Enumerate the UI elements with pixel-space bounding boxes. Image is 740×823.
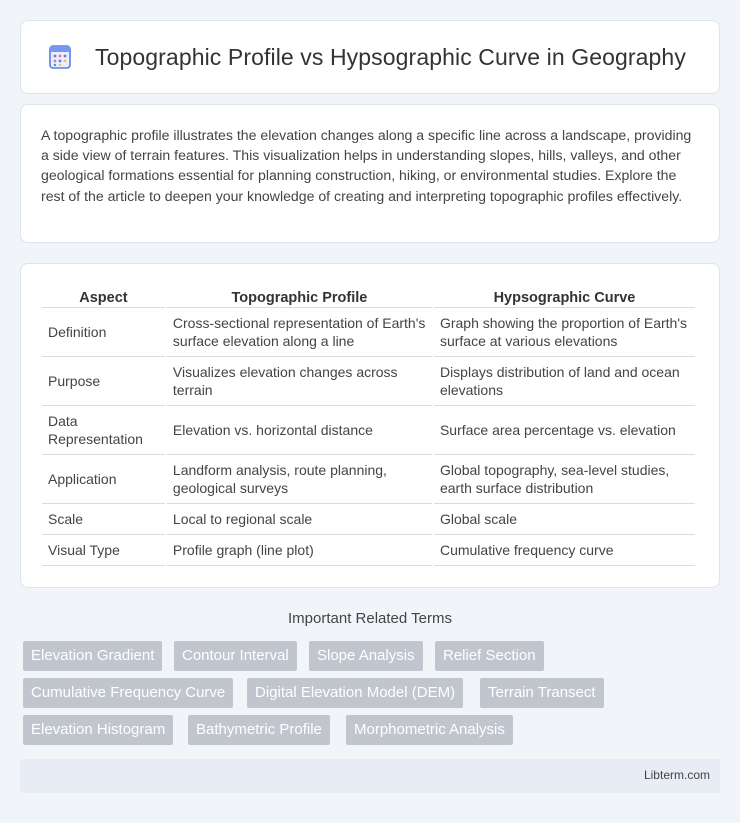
header-hypsographic-curve: Hypsographic Curve <box>434 284 695 308</box>
related-term-tag[interactable]: Relief Section <box>435 641 544 671</box>
row-hypsographic: Graph showing the proportion of Earth's surface at various elevations <box>434 308 695 357</box>
table-row <box>42 308 695 357</box>
related-term-tag[interactable]: Contour Interval <box>174 641 297 671</box>
row-hypsographic: Displays distribution of land and ocean elevations <box>434 357 695 406</box>
table-row <box>42 535 695 566</box>
intro-card <box>20 104 720 243</box>
row-aspect: Scale <box>42 504 165 535</box>
table-row <box>42 406 695 455</box>
related-term-tag[interactable]: Terrain Transect <box>480 678 604 708</box>
row-hypsographic: Cumulative frequency curve <box>434 535 695 566</box>
comparison-table-card <box>20 263 720 588</box>
intro-paragraph: A topographic profile illustrates the elevation changes along a specific line across a landscape, providing a side view of terrain features. This visualization helps in understanding slopes, hills, valleys, and other geological formations essential for planning construction, hiking, or environmental studies. Explore the rest of the article to deepen your knowledge of creating and interpreting topographic profiles effectively. <box>41 127 692 204</box>
related-term-tag[interactable]: Elevation Histogram <box>23 715 173 745</box>
related-term-tag[interactable]: Morphometric Analysis <box>346 715 513 745</box>
related-terms-title: Important Related Terms <box>288 610 452 627</box>
row-aspect: Visual Type <box>42 535 165 566</box>
footer <box>20 759 720 793</box>
related-term-tag[interactable]: Digital Elevation Model (DEM) <box>247 678 463 708</box>
table-row <box>42 504 695 535</box>
header-topographic-profile: Topographic Profile <box>167 284 432 308</box>
table-row <box>42 357 695 406</box>
table-header-row <box>42 284 695 308</box>
table-row <box>42 455 695 504</box>
related-term-tag[interactable]: Cumulative Frequency Curve <box>23 678 233 708</box>
page-title: Topographic Profile vs Hypsographic Curve in Geography <box>95 43 686 70</box>
row-aspect: Definition <box>42 308 165 357</box>
row-aspect: Purpose <box>42 357 165 406</box>
row-topographic: Local to regional scale <box>167 504 432 535</box>
row-topographic: Cross-sectional representation of Earth's surface elevation along a line <box>167 308 432 357</box>
related-term-tag[interactable]: Bathymetric Profile <box>188 715 330 745</box>
document-icon <box>47 44 73 70</box>
header-aspect: Aspect <box>42 284 165 308</box>
row-hypsographic: Surface area percentage vs. elevation <box>434 406 695 455</box>
row-hypsographic: Global scale <box>434 504 695 535</box>
row-aspect: Application <box>42 455 165 504</box>
footer-brand-link[interactable]: Libterm.com <box>643 768 710 782</box>
row-topographic: Profile graph (line plot) <box>167 535 432 566</box>
title-card <box>20 20 720 94</box>
row-hypsographic: Global topography, sea-level studies, earth surface distribution <box>434 455 695 504</box>
row-topographic: Visualizes elevation changes across terrain <box>167 357 432 406</box>
row-topographic: Elevation vs. horizontal distance <box>167 406 432 455</box>
row-topographic: Landform analysis, route planning, geological surveys <box>167 455 432 504</box>
related-term-tag[interactable]: Elevation Gradient <box>23 641 162 671</box>
comparison-table <box>40 284 697 566</box>
related-term-tag[interactable]: Slope Analysis <box>309 641 423 671</box>
row-aspect: Data Representation <box>42 406 165 455</box>
